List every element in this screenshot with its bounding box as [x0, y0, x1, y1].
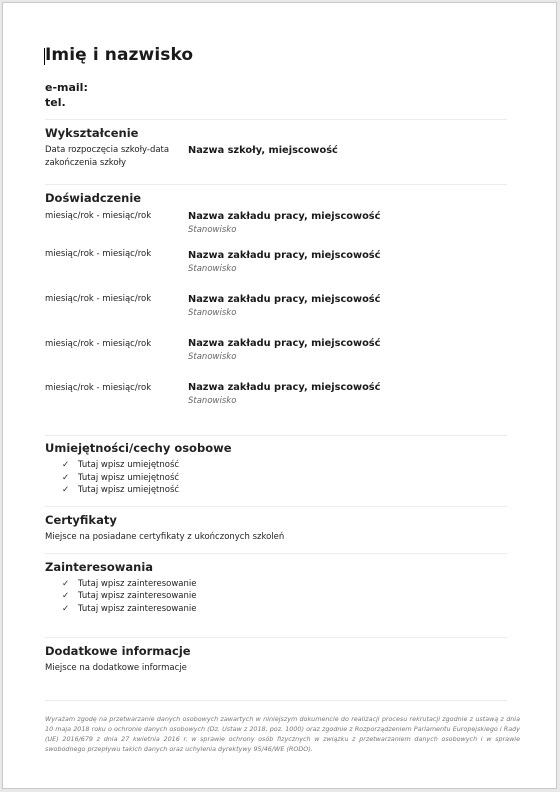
experience-dates[interactable]: miesiąc/rok - miesiąc/rok — [45, 294, 152, 304]
phone-label[interactable]: tel. — [45, 96, 66, 109]
experience-position[interactable]: Stanowisko — [188, 264, 237, 274]
additional-text[interactable]: Miejsce na dodatkowe informacje — [45, 663, 187, 673]
experience-dates[interactable]: miesiąc/rok - miesiąc/rok — [45, 211, 152, 221]
experience-title[interactable]: Doświadczenie — [45, 191, 142, 205]
experience-dates[interactable]: miesiąc/rok - miesiąc/rok — [45, 249, 152, 259]
gdpr-consent-clause[interactable]: Wyrażam zgodę na przetwarzanie danych osobowych zawartych w niniejszym dokumencie do realizacji procesu rekrutacji zgodnie z ustawą z dnia 10 maja 2018 roku o ochronie danych osobowych (Dz. Ustaw z 2018, poz. 1000) oraz zgodnie z Rozporządzeniem Parlamentu Europejskiego i Rady (UE) 2016/679 z dnia 27 kwietnia 2016 r. w sprawie ochrony osób fizycznych w związku z przetwarzaniem danych osobowych i w sprawie swobodnego przepływu takich danych oraz uchylenia dyrektywy 95/46/WE (RODO). — [45, 715, 520, 753]
certificates-text[interactable]: Miejsce na posiadane certyfikaty z ukończonych szkoleń — [45, 532, 285, 542]
divider — [45, 506, 507, 507]
experience-position[interactable]: Stanowisko — [188, 352, 237, 362]
divider — [45, 553, 507, 554]
experience-entry — [188, 337, 380, 364]
education-title[interactable]: Wykształcenie — [45, 126, 139, 140]
interests-title[interactable]: Zainteresowania — [45, 560, 154, 574]
experience-company[interactable]: Nazwa zakładu pracy, miejscowość — [188, 294, 381, 305]
experience-company[interactable]: Nazwa zakładu pracy, miejscowość — [188, 382, 381, 393]
divider — [45, 637, 507, 638]
experience-position[interactable]: Stanowisko — [188, 396, 237, 406]
check-icon: ✓ — [62, 591, 70, 601]
check-icon: ✓ — [62, 604, 70, 614]
check-icon: ✓ — [62, 579, 70, 589]
experience-company[interactable]: Nazwa zakładu pracy, miejscowość — [188, 211, 381, 222]
candidate-name[interactable]: Imię i nazwisko — [45, 45, 194, 65]
skill-item[interactable]: ✓ Tutaj wpisz umiejętność — [62, 473, 180, 483]
experience-dates[interactable]: miesiąc/rok - miesiąc/rok — [45, 339, 152, 349]
skill-item[interactable]: ✓ Tutaj wpisz umiejętność — [62, 460, 180, 470]
skill-item[interactable]: ✓ Tutaj wpisz umiejętność — [62, 485, 180, 495]
experience-entry — [188, 293, 380, 320]
experience-company[interactable]: Nazwa zakładu pracy, miejscowość — [188, 250, 381, 261]
email-label[interactable]: e-mail: — [45, 81, 88, 94]
divider — [45, 184, 507, 185]
interest-item[interactable]: ✓ Tutaj wpisz zainteresowanie — [62, 591, 197, 601]
experience-position[interactable]: Stanowisko — [188, 308, 237, 318]
divider — [45, 700, 507, 701]
additional-title[interactable]: Dodatkowe informacje — [45, 644, 191, 658]
experience-entry — [188, 381, 380, 408]
interest-item[interactable]: ✓ Tutaj wpisz zainteresowanie — [62, 579, 197, 589]
certificates-title[interactable]: Certyfikaty — [45, 513, 117, 527]
interest-item[interactable]: ✓ Tutaj wpisz zainteresowanie — [62, 604, 197, 614]
experience-position[interactable]: Stanowisko — [188, 225, 237, 235]
check-icon: ✓ — [62, 485, 70, 495]
document-page[interactable] — [2, 2, 557, 789]
experience-entry — [188, 210, 380, 237]
education-school[interactable]: Nazwa szkoły, miejscowość — [188, 145, 338, 156]
check-icon: ✓ — [62, 460, 70, 470]
divider — [45, 119, 507, 120]
experience-dates[interactable]: miesiąc/rok - miesiąc/rok — [45, 383, 152, 393]
education-dates[interactable]: Data rozpoczęcia szkoły-data zakończenia szkoły — [45, 145, 170, 168]
experience-company[interactable]: Nazwa zakładu pracy, miejscowość — [188, 338, 381, 349]
experience-entry — [188, 249, 380, 276]
skills-title[interactable]: Umiejętności/cechy osobowe — [45, 441, 232, 455]
check-icon: ✓ — [62, 473, 70, 483]
divider — [45, 435, 507, 436]
